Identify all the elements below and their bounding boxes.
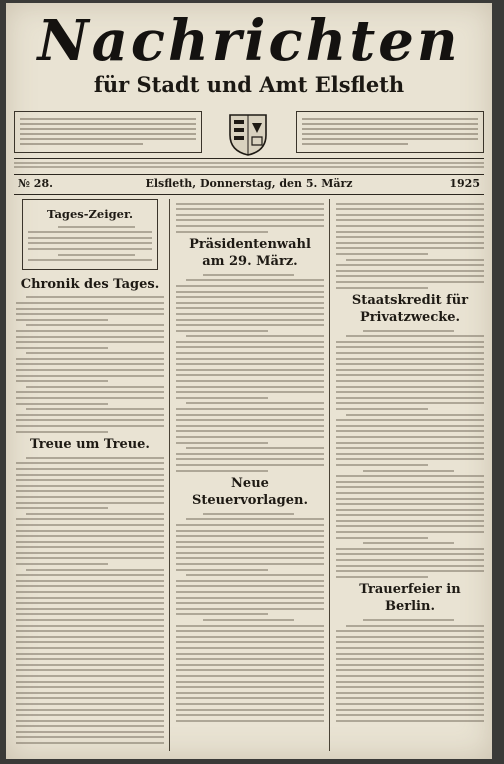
- publication-notice-box: [14, 111, 202, 153]
- column-1: [16, 199, 164, 751]
- berlin-funeral-heading: Trauerfeier in Berlin.: [359, 582, 461, 615]
- tax-bills-text: [176, 513, 324, 722]
- column-separator: [169, 199, 170, 751]
- dateline-rule-bottom: [14, 194, 484, 195]
- subscription-strip: [14, 160, 484, 174]
- calendar-box-title: Tages-Zeiger.: [47, 207, 133, 221]
- issue-year: 1925: [449, 177, 480, 190]
- chronicle-heading: Chronik des Tages.: [20, 276, 160, 292]
- issue-number: № 28.: [18, 177, 53, 190]
- berlin-funeral-text: [336, 619, 484, 722]
- presidential-election-heading: Präsidentenwahl am 29. März.: [189, 237, 311, 270]
- advertising-rates-box: [296, 111, 484, 153]
- masthead-rule: [14, 158, 484, 159]
- column-3-intro: [336, 203, 484, 289]
- column-separator: [329, 199, 330, 751]
- state-credit-heading: Staatskredit für Privatzwecke.: [351, 293, 469, 326]
- state-credit-text: [336, 330, 484, 578]
- coat-of-arms-icon: [226, 111, 270, 157]
- presidential-election-text: [176, 274, 324, 472]
- newspaper-page: [6, 3, 492, 759]
- loyalty-text: [16, 457, 164, 744]
- masthead-subtitle: für Stadt und Amt Elsfleth: [93, 72, 405, 97]
- column-2-intro: [176, 203, 324, 233]
- masthead-title: Nachrichten: [37, 8, 461, 74]
- masthead: [16, 9, 482, 109]
- loyalty-heading: Treue um Treue.: [30, 437, 150, 453]
- column-3: [336, 199, 484, 751]
- column-2: [176, 199, 324, 751]
- issue-date: Elsfleth, Donnerstag, den 5. März: [145, 177, 353, 190]
- tax-bills-heading: Neue Steuervorlagen.: [191, 476, 308, 509]
- chronicle-text: [16, 296, 164, 432]
- dateline: [14, 175, 484, 193]
- daily-calendar-box: [22, 199, 158, 270]
